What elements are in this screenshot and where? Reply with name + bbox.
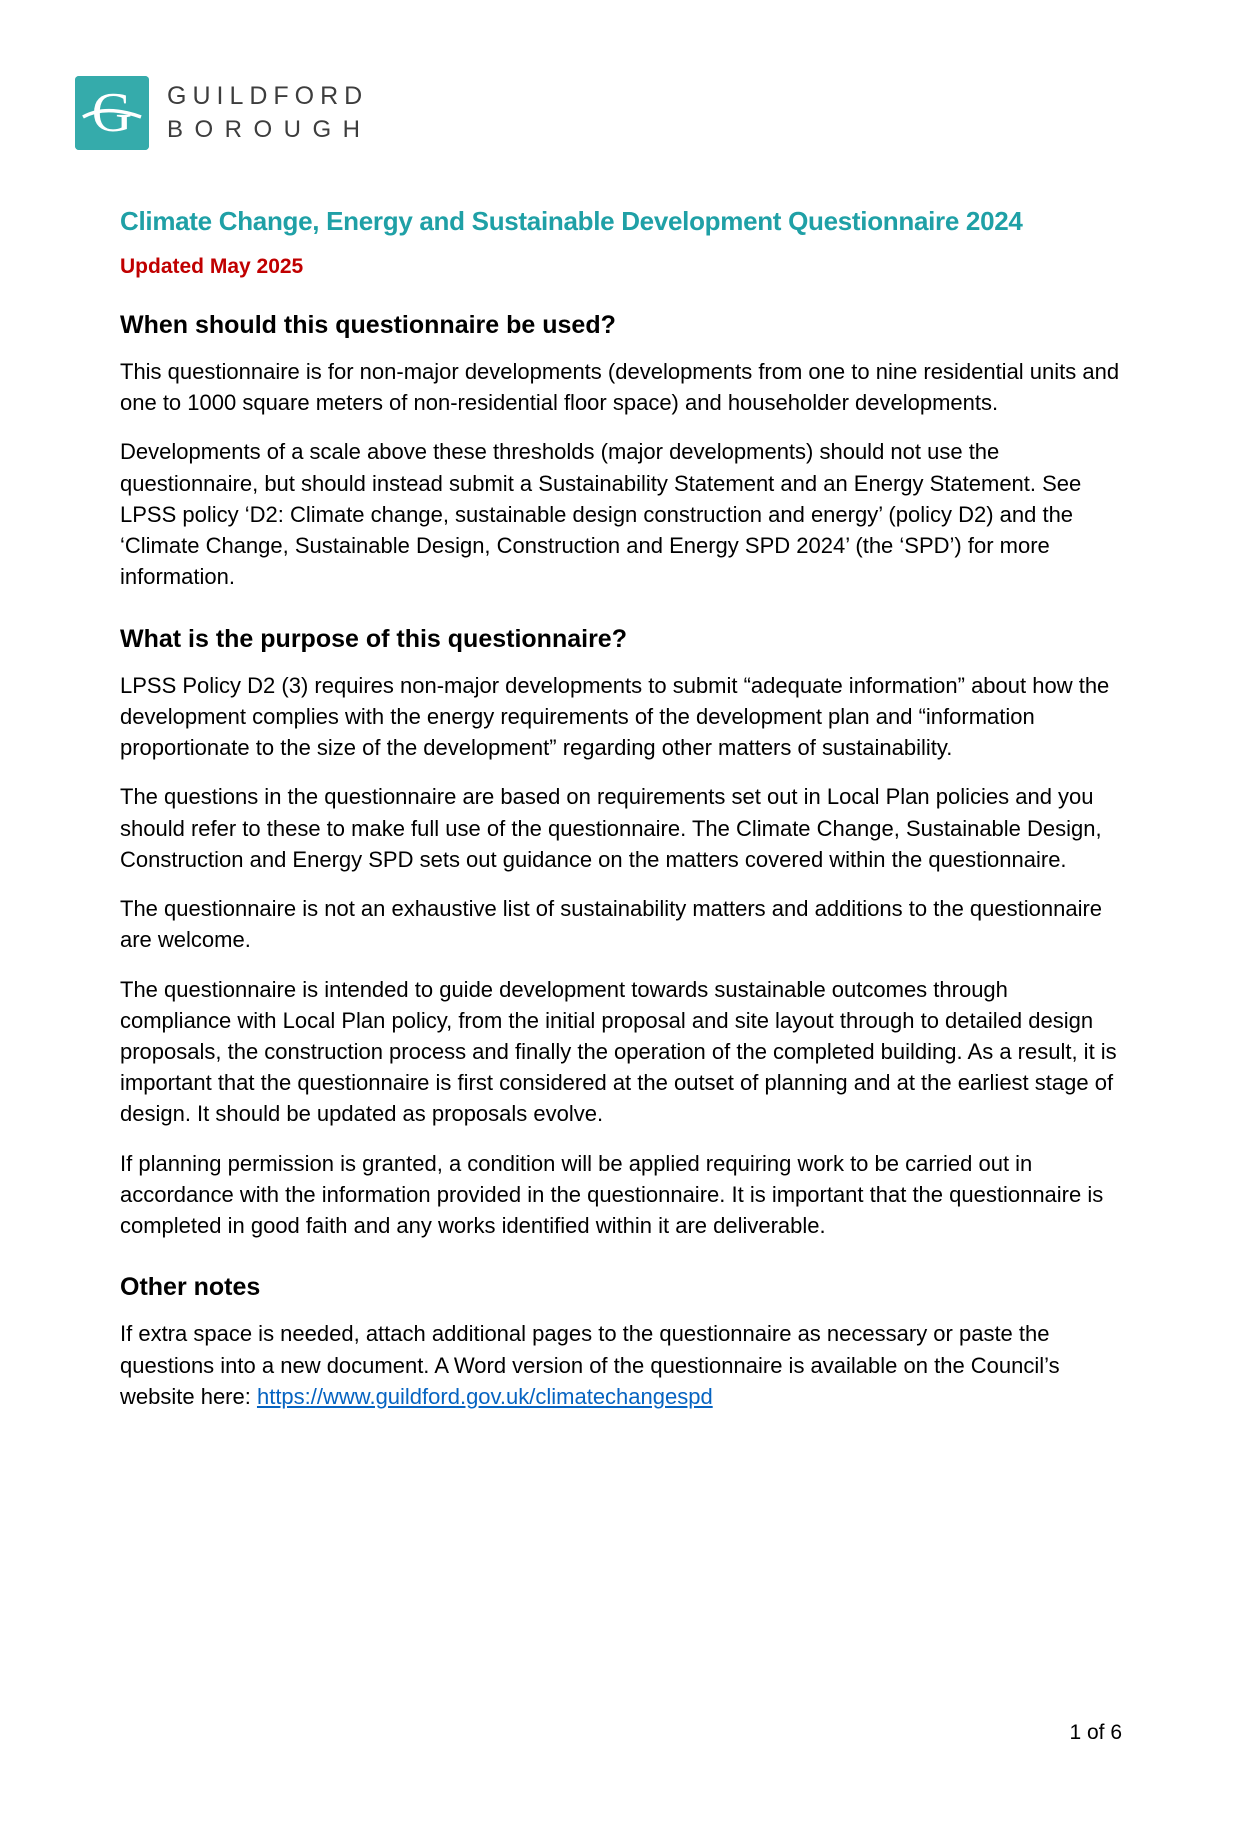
brand-text (167, 81, 372, 144)
updated-note: Updated May 2025 (120, 255, 304, 278)
paragraph (120, 1318, 1122, 1412)
paragraph: LPSS Policy D2 (3) requires non-major developments to submit “adequate information” about how the development complies with the energy requirements of the development plan and “information proportionate to the size of the development” regarding other matters of sustainability. (120, 672, 1110, 761)
section-other-notes (120, 1273, 1122, 1412)
paragraph: The questionnaire is intended to guide development towards sustainable outcomes through compliance with Local Plan policy, from the initial proposal and site layout through to detailed design proposals, the construction process and finally the operation of the completed building. As a result, it is important that the questionnaire is first considered at the outset of planning and at the earliest stage of design. It should be updated as proposals evolve. (120, 976, 1117, 1127)
paragraph: If planning permission is granted, a condition will be applied requiring work to be carried out in accordance with the information provided in the questionnaire. It is important that the questionnaire is completed in good faith and any works identified within it are deliverable. (120, 1150, 1104, 1239)
page-number: 1 of 6 (1069, 1721, 1122, 1744)
paragraph-text: If extra space is needed, attach additional pages to the questionnaire as necessary or paste the questions into a new document. A Word version of the questionnaire is available on the Council’s website here: (120, 1321, 1060, 1409)
section-heading-when-used: When should this questionnaire be used? (120, 311, 616, 339)
guildford-borough-logo (75, 76, 1240, 150)
logo-monogram: G (91, 82, 133, 144)
brand-name-guildford: GUILDFORD (167, 82, 369, 111)
document-page (0, 76, 1240, 1744)
guildford-logo-icon (75, 76, 149, 150)
section-when-used (120, 311, 1122, 593)
paragraph: The questions in the questionnaire are based on requirements set out in Local Plan policies and you should refer to these to make full use of the questionnaire. The Climate Change, Sustainable Design, Construction and Energy SPD sets out guidance on the matters covered within the questionnaire. (120, 784, 1102, 872)
paragraph: Developments of a scale above these thresholds (major developments) should not use the questionnaire, but should instead submit a Sustainability Statement and an Energy Statement. See LPSS policy ‘D2: Climate change, sustainable design construction and energy’ (policy D2) and the ‘Climate Change, Sustainable Design, Construction and Energy SPD 2024’ (the ‘SPD’) for more information. (120, 439, 1082, 590)
section-heading-other-notes: Other notes (120, 1273, 261, 1302)
climate-change-spd-link[interactable]: https://www.guildford.gov.uk/climatechangespd (256, 1383, 713, 1409)
paragraph: This questionnaire is for non-major developments (developments from one to nine residential units and one to 1000 square meters of non-residential floor space) and householder developments. (120, 359, 1120, 416)
section-purpose (120, 625, 1122, 1242)
document-content (120, 206, 1122, 1412)
section-heading-purpose: What is the purpose of this questionnaire? (120, 624, 627, 653)
paragraph: The questionnaire is not an exhaustive list of sustainability matters and additions to the questionnaire are welcome. (120, 896, 1103, 953)
page-title: Climate Change, Energy and Sustainable Development Questionnaire 2024 (120, 206, 1023, 236)
brand-name-borough: BOROUGH (167, 115, 372, 143)
